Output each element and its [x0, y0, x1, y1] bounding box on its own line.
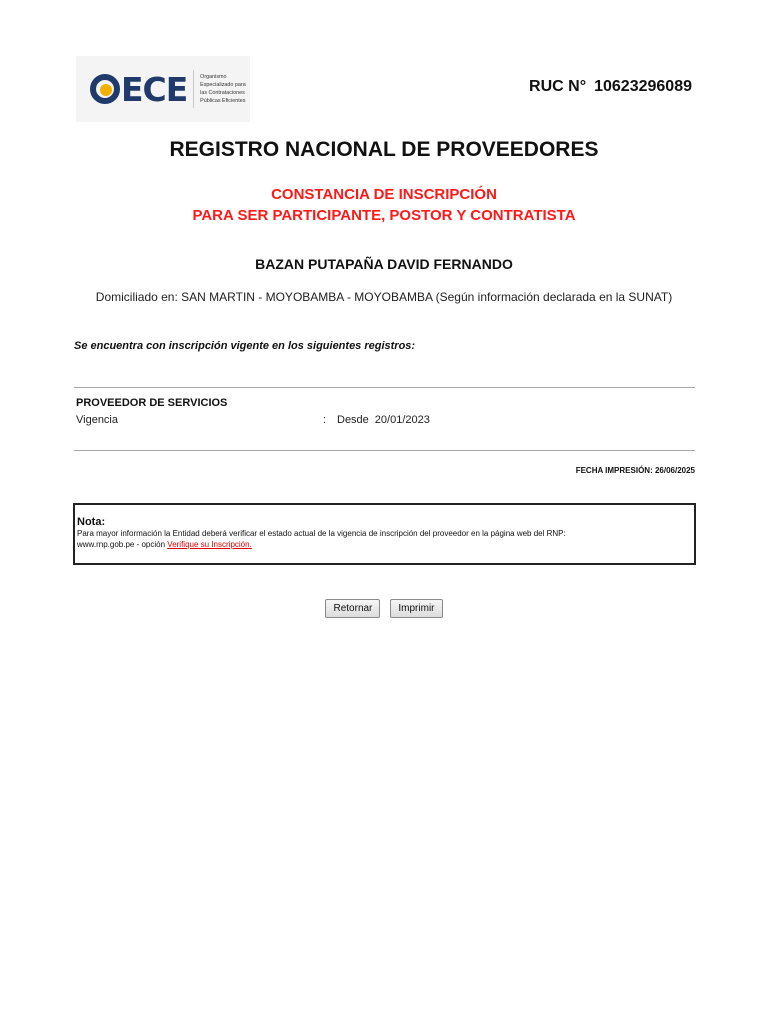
registration-intro: Se encuentra con inscripción vigente en los siguientes registros: [74, 340, 416, 352]
ruc-value: 10623296089 [594, 78, 692, 95]
note-title: Nota: [77, 516, 106, 528]
vigencia-value [337, 414, 430, 426]
registry-type: PROVEEDOR DE SERVICIOS [76, 397, 228, 409]
print-button[interactable]: Imprimir [390, 599, 442, 618]
note-url-text: www.rnp.gob.pe - opción [77, 540, 166, 549]
divider-top [74, 387, 695, 388]
action-buttons [0, 599, 768, 618]
certificate-subtitle [0, 184, 768, 226]
provider-address: Domiciliado en: SAN MARTIN - MOYOBAMBA - MOYOBAMBA (Según información declarada en la SUNAT) [95, 290, 673, 304]
logo-wordmark-rest: ECE [121, 69, 188, 109]
vigencia-desde-label: Desde [337, 414, 369, 426]
note-text-line-2 [77, 539, 692, 550]
logo-divider [193, 70, 194, 108]
ruc-number [529, 78, 692, 96]
note-box [73, 503, 696, 565]
logo-tagline: Organismo Especializado para las Contrataciones Públicas Eficientes [200, 74, 246, 104]
logo-o-emblem [90, 74, 120, 104]
subtitle-line-2: PARA SER PARTICIPANTE, POSTOR Y CONTRATISTA [192, 207, 576, 224]
divider-bottom [74, 450, 695, 451]
provider-name: BAZAN PUTAPAÑA DAVID FERNANDO [255, 256, 513, 272]
ruc-label: RUC N° [529, 78, 587, 95]
vigencia-label: Vigencia [76, 414, 118, 426]
return-button[interactable]: Retornar [325, 599, 380, 618]
vigencia-separator: : [323, 414, 327, 426]
vigencia-date: 20/01/2023 [374, 414, 430, 426]
logo-wordmark [90, 69, 188, 109]
oece-logo [76, 56, 250, 122]
verify-inscription-link[interactable]: Verifique su Inscripción. [167, 540, 252, 549]
print-date: FECHA IMPRESIÓN: 26/06/2025 [575, 466, 695, 475]
note-text-line-1: Para mayor información la Entidad deberá verificar el estado actual de la vigencia de inscripción del proveedor en la página web del RNP: [77, 529, 566, 538]
note-text [77, 528, 692, 550]
page-title: REGISTRO NACIONAL DE PROVEEDORES [169, 138, 599, 161]
subtitle-line-1: CONSTANCIA DE INSCRIPCIÓN [271, 186, 497, 203]
